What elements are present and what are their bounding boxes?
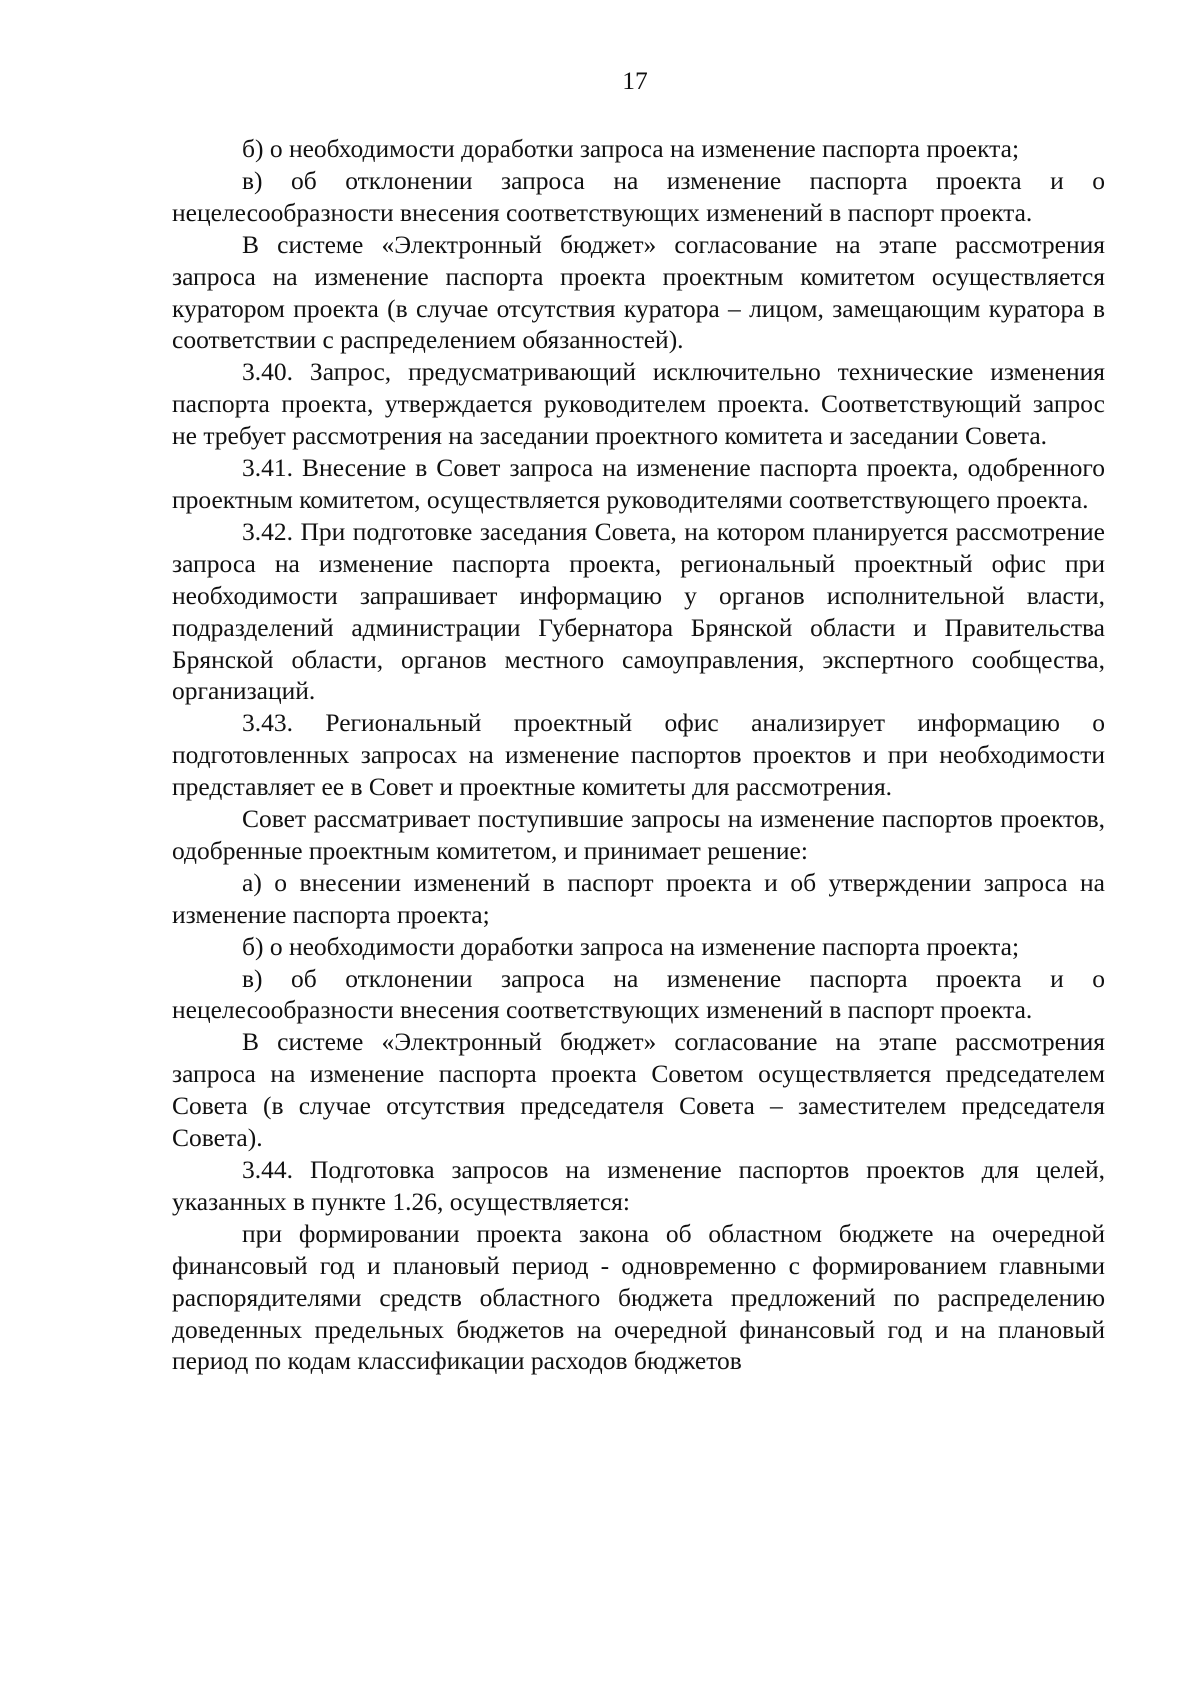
paragraph-b-revision-2: б) о необходимости доработки запроса на изменение паспорта проекта; — [242, 931, 1020, 961]
paragraph-3-44: 3.44. Подготовка запросов на изменение паспортов проектов для целей, указанных в пункте 1.26, осуществляется: — [172, 1155, 1105, 1216]
paragraph-3-42: 3.42. При подготовке заседания Совета, на котором планируется рассмотрение запроса на изменение паспорта проекта, региональный проектный офис при необходимости запрашивает информацию у органов исполнительной власти, подразделений администрации Губернатора Брянской области и Правительства Брянской области, органов местного самоуправления, экспертного сообщества, организаций. — [172, 516, 1105, 706]
paragraph-3-43: 3.43. Региональный проектный офис анализирует информацию о подготовленных запросах на изменение паспортов проектов и при необходимости представляет ее в Совет и проектные комитеты для рассмотрения. — [172, 708, 1105, 802]
page-number: 17 — [622, 66, 648, 95]
paragraph-electronic-budget-committee: В системе «Электронный бюджет» согласование на этапе рассмотрения запроса на изменение паспорта проекта проектным комитетом осуществляется куратором проекта (в случае отсутствия куратора – лицом, замещающим куратора в соответствии с распределением обязанностей). — [172, 229, 1105, 355]
paragraph-electronic-budget-council: В системе «Электронный бюджет» согласование на этапе рассмотрения запроса на изменение паспорта проекта Советом осуществляется председателем Совета (в случае отсутствия председателя Совета – заместителем председателя Совета). — [172, 1027, 1105, 1153]
paragraph-council-decision: Совет рассматривает поступившие запросы на изменение паспортов проектов, одобренные проектным комитетом, и принимает решение: — [172, 804, 1105, 865]
paragraph-3-41: 3.41. Внесение в Совет запроса на изменение паспорта проекта, одобренного проектным комитетом, осуществляется руководителями соответствующего проекта. — [172, 453, 1105, 514]
paragraph-budget-formation: при формировании проекта закона об областном бюджете на очередной финансовый год и плановый период - одновременно с формированием главными распорядителями средств областного бюджета предложений по распределению доведенных предельных бюджетов на очередной финансовый год и на плановый период по кодам классификации расходов бюджетов — [172, 1218, 1105, 1376]
document-body — [172, 133, 1105, 1377]
paragraph-3-40: 3.40. Запрос, предусматривающий исключительно технические изменения паспорта проекта, утверждается руководителем проекта. Соответствующий запрос не требует рассмотрения на заседании проектного комитета и заседании Совета. — [172, 357, 1105, 451]
paragraph-v-rejection-2: в) об отклонении запроса на изменение паспорта проекта и о нецелесообразности внесения соответствующих изменений в паспорт проекта. — [172, 963, 1105, 1025]
paragraph-a-approval: а) о внесении изменений в паспорт проекта и об утверждении запроса на изменение паспорта проекта; — [172, 867, 1105, 929]
paragraph-b-revision: б) о необходимости доработки запроса на изменение паспорта проекта; — [242, 134, 1020, 163]
paragraph-v-rejection: в) об отклонении запроса на изменение паспорта проекта и о нецелесообразности внесения соответствующих изменений в паспорт проекта. — [172, 165, 1105, 227]
